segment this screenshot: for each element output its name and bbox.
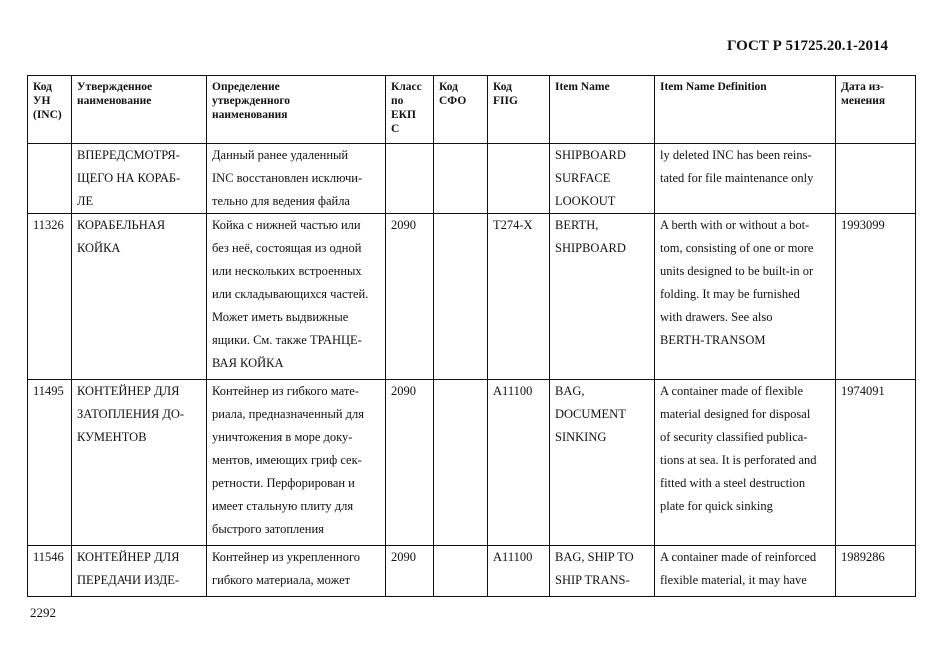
cell-definition: Данный ранее удаленный INC восстановлен исключи- тельно для ведения файла [207, 144, 386, 214]
cell-sfo [434, 380, 488, 546]
cell-class: 2090 [386, 380, 434, 546]
cell-sfo [434, 144, 488, 214]
cell-date: 1993099 [836, 214, 916, 380]
table-row [28, 144, 916, 214]
cell-fiig: A11100 [488, 380, 550, 546]
cell-inc: 11495 [28, 380, 72, 546]
cell-item-name: BAG, DOCUMENT SINKING [550, 380, 655, 546]
table-header-row [28, 76, 916, 144]
cell-fiig [488, 144, 550, 214]
cell-definition: Контейнер из укрепленного гибкого материала, может [207, 546, 386, 597]
cell-date: 1989286 [836, 546, 916, 597]
col-header-sfo: Код СФО [434, 76, 488, 144]
col-header-inc: Код УН (INC) [28, 76, 72, 144]
cell-approved-name: ВПЕРЕДСМОТРЯ- ЩЕГО НА КОРАБ- ЛЕ [72, 144, 207, 214]
table-row [28, 546, 916, 597]
cell-inc: 11326 [28, 214, 72, 380]
cell-item-definition: A berth with or without a bot- tom, consisting of one or more units designed to be built-in or folding. It may be furnished with drawers. See also BERTH-TRANSOM [655, 214, 836, 380]
cell-item-definition: A container made of flexible material designed for disposal of security classified publica- tions at sea. It is perforated and fitted with a steel destruction plate for quick sinking [655, 380, 836, 546]
cell-inc: 11546 [28, 546, 72, 597]
cell-definition: Койка с нижней частью или без неё, состоящая из одной или нескольких встроенных или складывающихся частей. Может иметь выдвижные ящики. См. также ТРАНЦЕ- ВАЯ КОЙКА [207, 214, 386, 380]
col-header-item-name: Item Name [550, 76, 655, 144]
col-header-fiig: Код FIIG [488, 76, 550, 144]
col-header-definition: Определение утвержденного наименования [207, 76, 386, 144]
cell-item-name: BERTH, SHIPBOARD [550, 214, 655, 380]
col-header-class: Класс по ЕКП С [386, 76, 434, 144]
cell-approved-name: КОНТЕЙНЕР ДЛЯ ЗАТОПЛЕНИЯ ДО- КУМЕНТОВ [72, 380, 207, 546]
table-row [28, 214, 916, 380]
cell-class [386, 144, 434, 214]
col-header-date: Дата из- менения [836, 76, 916, 144]
catalog-table [27, 75, 916, 597]
cell-item-definition: A container made of reinforced flexible material, it may have [655, 546, 836, 597]
cell-inc [28, 144, 72, 214]
cell-item-name: SHIPBOARD SURFACE LOOKOUT [550, 144, 655, 214]
cell-sfo [434, 546, 488, 597]
col-header-approved-name: Утвержденное наименование [72, 76, 207, 144]
cell-class: 2090 [386, 214, 434, 380]
cell-date [836, 144, 916, 214]
cell-fiig: A11100 [488, 546, 550, 597]
cell-fiig: T274-X [488, 214, 550, 380]
cell-class: 2090 [386, 546, 434, 597]
page-number: 2292 [30, 605, 56, 620]
cell-approved-name: КОНТЕЙНЕР ДЛЯ ПЕРЕДАЧИ ИЗДЕ- [72, 546, 207, 597]
table-row [28, 380, 916, 546]
cell-date: 1974091 [836, 380, 916, 546]
cell-approved-name: КОРАБЕЛЬНАЯ КОЙКА [72, 214, 207, 380]
cell-item-name: BAG, SHIP TO SHIP TRANS- [550, 546, 655, 597]
cell-item-definition: ly deleted INC has been reins- tated for file maintenance only [655, 144, 836, 214]
cell-sfo [434, 214, 488, 380]
document-code: ГОСТ Р 51725.20.1-2014 [726, 38, 888, 54]
cell-definition: Контейнер из гибкого мате- риала, предназначенный для уничтожения в море доку- ментов, имеющих гриф сек- ретности. Перфорирован и имеет стальную плиту для быстрого затопления [207, 380, 386, 546]
col-header-item-definition: Item Name Definition [655, 76, 836, 144]
